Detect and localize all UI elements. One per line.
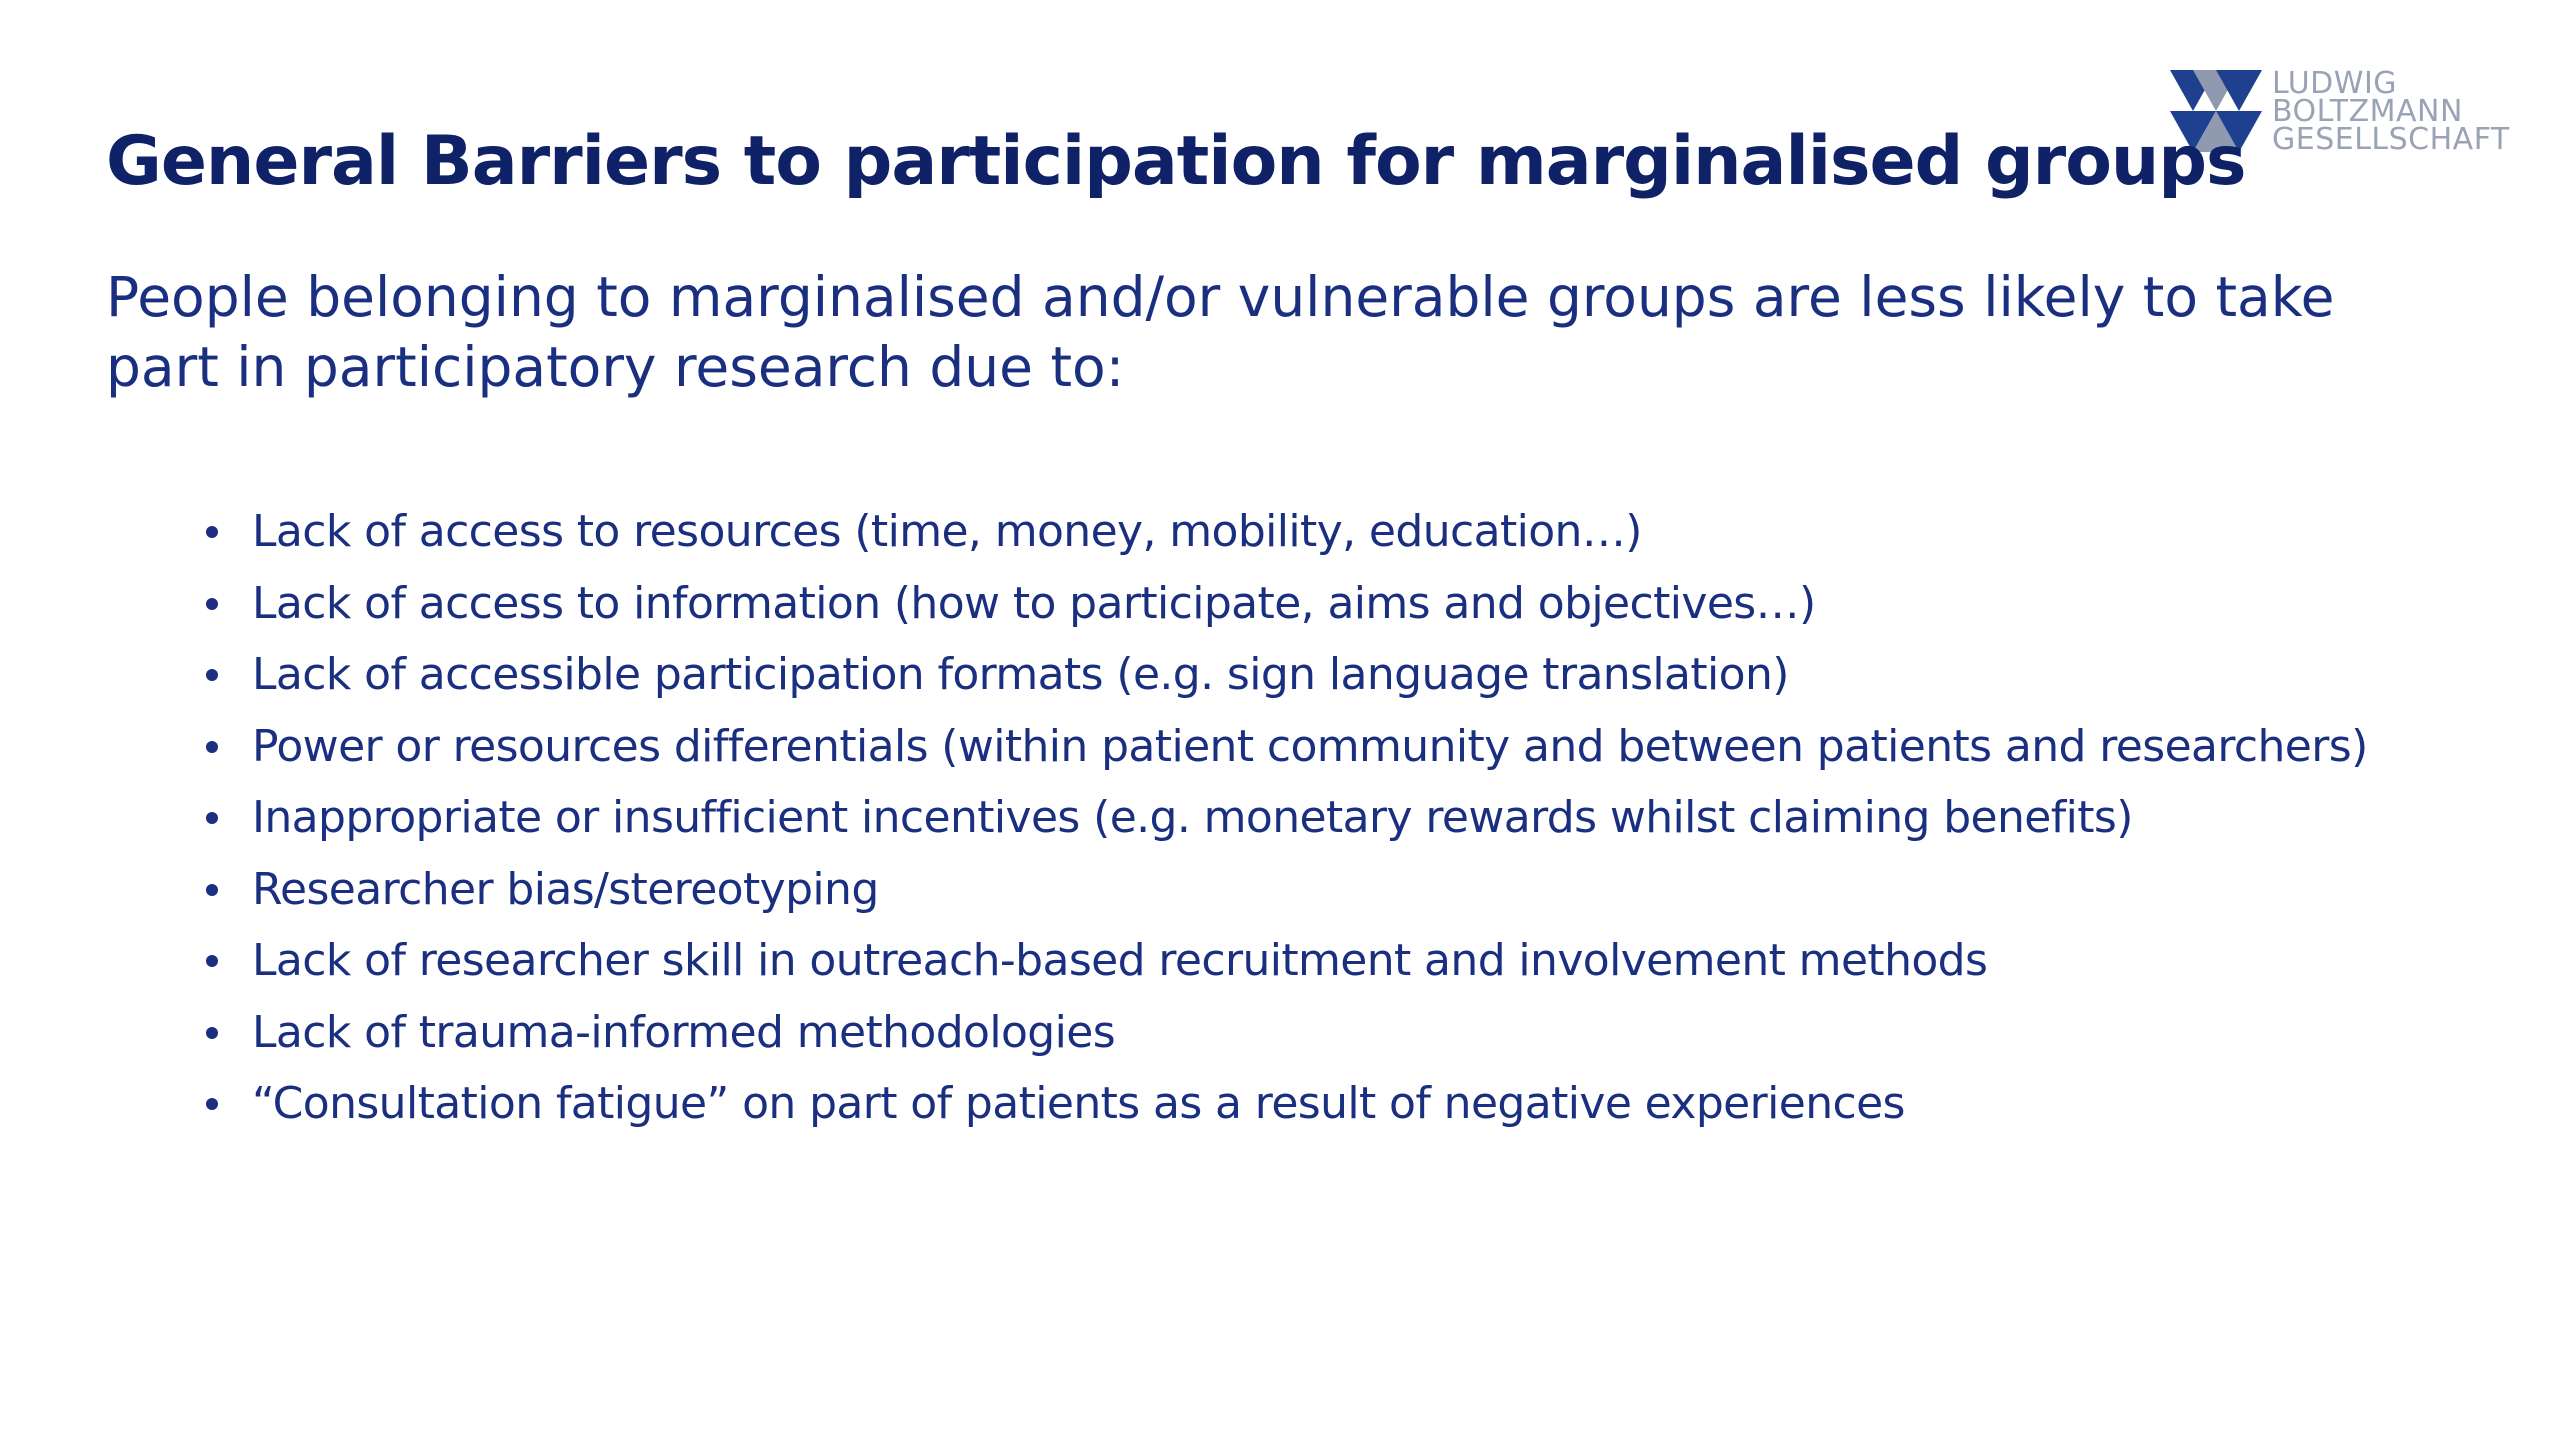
list-item-text: Inappropriate or insufficient incentives (e.g. monetary rewards whilst claiming benefits) bbox=[252, 792, 2133, 843]
list-item-text: Lack of trauma-informed methodologies bbox=[252, 1006, 1116, 1058]
list-item bbox=[200, 997, 2368, 1069]
list-item-text: Lack of access to information (how to participate, aims and objectives…) bbox=[252, 577, 1816, 629]
list-item-text: Lack of accessible participation formats (e.g. sign language translation) bbox=[252, 649, 1789, 700]
logo-line-3: GESELLSCHAFT bbox=[2272, 122, 2510, 157]
list-item bbox=[200, 782, 2368, 854]
list-item-text: Power or resources differentials (within patient community and between patients and researchers) bbox=[252, 720, 2368, 772]
list-item bbox=[200, 496, 2368, 568]
intro-paragraph: People belonging to marginalised and/or vulnerable groups are less likely to take part in participatory research due to: bbox=[106, 265, 2335, 399]
bullet-icon bbox=[206, 884, 218, 896]
list-item-text: “Consultation fatigue” on part of patients as a result of negative experiences bbox=[252, 1078, 1905, 1129]
logo-line-1: LUDWIG bbox=[2272, 66, 2398, 101]
list-item bbox=[200, 568, 2368, 640]
list-item-text: Lack of access to resources (time, money, mobility, education…) bbox=[252, 506, 1642, 557]
bullet-icon bbox=[206, 812, 218, 824]
list-item bbox=[200, 854, 2368, 926]
logo-wordmark bbox=[2272, 66, 2510, 157]
bullet-icon bbox=[206, 1098, 218, 1110]
logo-line-2: BOLTZMANN bbox=[2272, 94, 2463, 129]
barriers-list bbox=[200, 496, 2368, 1140]
bullet-icon bbox=[206, 741, 218, 753]
slide-title: General Barriers to participation for marginalised groups bbox=[106, 122, 2246, 201]
list-item bbox=[200, 711, 2368, 783]
list-item-text: Researcher bias/stereotyping bbox=[252, 863, 879, 915]
bullet-icon bbox=[206, 669, 218, 681]
bullet-icon bbox=[206, 955, 218, 967]
list-item bbox=[200, 1068, 2368, 1140]
list-item-text: Lack of researcher skill in outreach-based recruitment and involvement methods bbox=[252, 935, 1988, 986]
bullet-icon bbox=[206, 598, 218, 610]
list-item bbox=[200, 639, 2368, 711]
list-item bbox=[200, 925, 2368, 997]
bullet-icon bbox=[206, 1027, 218, 1039]
bullet-icon bbox=[206, 526, 218, 538]
